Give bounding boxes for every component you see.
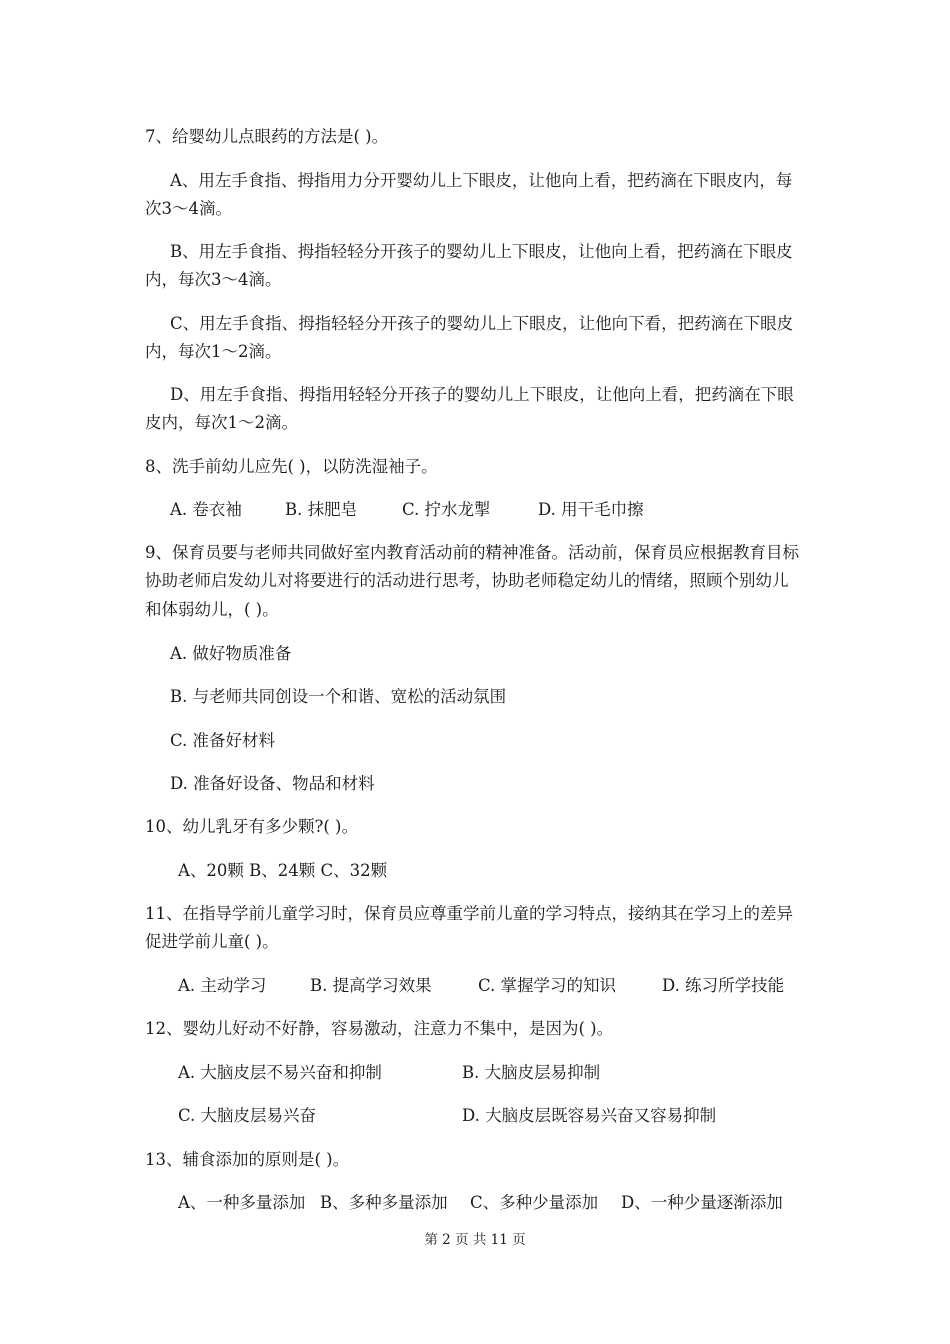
question-7-option-a-line1: A、用左手食指、拇指用力分开婴幼儿上下眼皮，让他向上看，把药滴在下眼皮内，每 — [170, 171, 793, 190]
question-7-option-d-line1: D、用左手食指、拇指用轻轻分开孩子的婴幼儿上下眼皮，让他向上看，把药滴在下眼 — [170, 385, 794, 404]
question-11-option-c: C. 掌握学习的知识 — [478, 976, 617, 995]
question-11-stem-line1: 11、在指导学前儿童学习时，保育员应尊重学前儿童的学习特点，接纳其在学习上的差异 — [145, 904, 793, 923]
question-7-option-a-line2: 次3～4滴。 — [145, 199, 232, 218]
question-7-option-b-line2: 内，每次3～4滴。 — [145, 270, 282, 289]
question-7-option-d-line2: 皮内，每次1～2滴。 — [145, 413, 298, 432]
question-10-stem: 10、幼儿乳牙有多少颗?( )。 — [145, 817, 358, 836]
question-7-stem: 7、给婴幼儿点眼药的方法是( )。 — [145, 127, 389, 146]
question-9-option-b: B. 与老师共同创设一个和谐、宽松的活动氛围 — [170, 687, 507, 706]
question-7-option-c-line1: C、用左手食指、拇指轻轻分开孩子的婴幼儿上下眼皮，让他向下看，把药滴在下眼皮 — [170, 314, 794, 333]
question-7-option-b-line1: B、用左手食指、拇指轻轻分开孩子的婴幼儿上下眼皮，让他向上看，把药滴在下眼皮 — [170, 242, 793, 261]
question-9-option-a: A. 做好物质准备 — [170, 644, 292, 663]
question-13-option-d: D、一种少量逐渐添加 — [621, 1193, 783, 1212]
question-8-option-c: C. 拧水龙掣 — [402, 500, 491, 519]
question-11-stem-line2: 促进学前儿童( )。 — [145, 932, 279, 951]
question-9-option-c: C. 准备好材料 — [170, 731, 276, 750]
question-9-stem-line3: 和体弱幼儿，( )。 — [145, 600, 279, 619]
question-13-stem: 13、辅食添加的原则是( )。 — [145, 1150, 350, 1169]
page-footer: 第 2 页 共 11 页 — [424, 1232, 526, 1248]
question-12-option-b: B. 大脑皮层易抑制 — [462, 1063, 601, 1082]
question-13-option-c: C、多种少量添加 — [470, 1193, 599, 1212]
question-9-stem-line1: 9、保育员要与老师共同做好室内教育活动前的精神准备。活动前，保育员应根据教育目标 — [145, 543, 799, 562]
question-10-options: A、20颗 B、24颗 C、32颗 — [178, 861, 388, 880]
question-12-option-c: C. 大脑皮层易兴奋 — [178, 1106, 317, 1125]
question-12-option-a: A. 大脑皮层不易兴奋和抑制 — [178, 1063, 382, 1082]
question-9-stem-line2: 协助老师启发幼儿对将要进行的活动进行思考，协助老师稳定幼儿的情绪，照顾个别幼儿 — [145, 571, 789, 590]
question-9-option-d: D. 准备好设备、物品和材料 — [170, 774, 375, 793]
question-12-stem: 12、婴幼儿好动不好静，容易激动，注意力不集中，是因为( )。 — [145, 1019, 614, 1038]
question-12-option-d: D. 大脑皮层既容易兴奋又容易抑制 — [462, 1106, 717, 1125]
question-13-option-a: A、一种多量添加 — [178, 1193, 306, 1212]
question-8-stem: 8、洗手前幼儿应先( )，以防洗湿袖子。 — [145, 457, 438, 476]
question-8-option-a: A. 卷衣袖 — [170, 500, 242, 519]
question-11-option-a: A. 主动学习 — [178, 976, 267, 995]
question-8-option-d: D. 用干毛巾擦 — [538, 500, 644, 519]
question-11-option-b: B. 提高学习效果 — [310, 976, 432, 995]
question-7-option-c-line2: 内，每次1～2滴。 — [145, 342, 282, 361]
question-8-option-b: B. 抹肥皂 — [285, 500, 358, 519]
question-13-option-b: B、多种多量添加 — [320, 1193, 448, 1212]
question-11-option-d: D. 练习所学技能 — [662, 976, 785, 995]
